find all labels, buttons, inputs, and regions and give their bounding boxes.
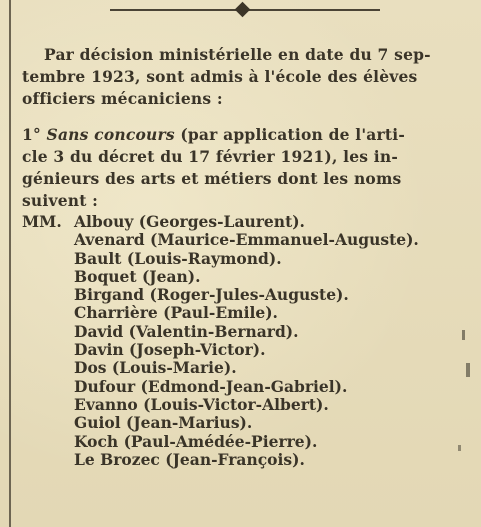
list-item: Dufour (Edmond-Jean-Gabriel). [74,376,348,396]
list-item: Le Brozec (Jean-François). [74,449,305,469]
list-item: Charrière (Paul-Emile). [74,303,278,323]
sans-concours-paragraph [22,124,470,212]
paragraph-line: Par décision ministérielle en date du 7 sep- [44,45,431,64]
list-item [22,213,472,231]
paragraph-line: suivent : [22,191,99,210]
category-heading: Sans concours [46,125,175,144]
ink-speck [462,330,465,340]
paragraph-line [22,124,470,146]
names-list [22,213,472,469]
column-rule [9,0,11,527]
header-ornament [110,4,380,16]
list-item: Evanno (Louis-Victor-Albert). [74,394,329,414]
names-prefix: MM. [22,212,62,231]
ink-speck [466,363,470,377]
person-name: Albouy (Georges-Laurent). [74,212,305,231]
paragraph-line: génieurs des arts et métiers dont les noms [22,169,402,188]
list-item: Avenard (Maurice-Emmanuel-Auguste). [74,230,419,250]
list-item: Dos (Louis-Marie). [74,358,237,378]
list-item: Koch (Paul-Amédée-Pierre). [74,431,318,451]
item-number: 1° [22,125,41,144]
list-item: Davin (Joseph-Victor). [74,340,266,360]
decision-paragraph [22,44,470,110]
list-item: David (Valentin-Bernard). [74,321,299,341]
list-item: Boquet (Jean). [74,266,201,286]
list-item: Bault (Louis-Raymond). [74,248,282,268]
list-item: Guiol (Jean-Marius). [74,413,253,433]
paragraph-line: cle 3 du décret du 17 février 1921), les in- [22,147,399,166]
ink-speck [458,445,461,451]
paragraph-line: officiers mécaniciens : [22,89,223,108]
ornament-diamond-icon [235,2,251,18]
paragraph-line: tembre 1923, sont admis à l'école des élèves [22,67,418,86]
list-item: Birgand (Roger-Jules-Auguste). [74,285,349,305]
paragraph-text: (par application de l'arti- [174,125,405,144]
